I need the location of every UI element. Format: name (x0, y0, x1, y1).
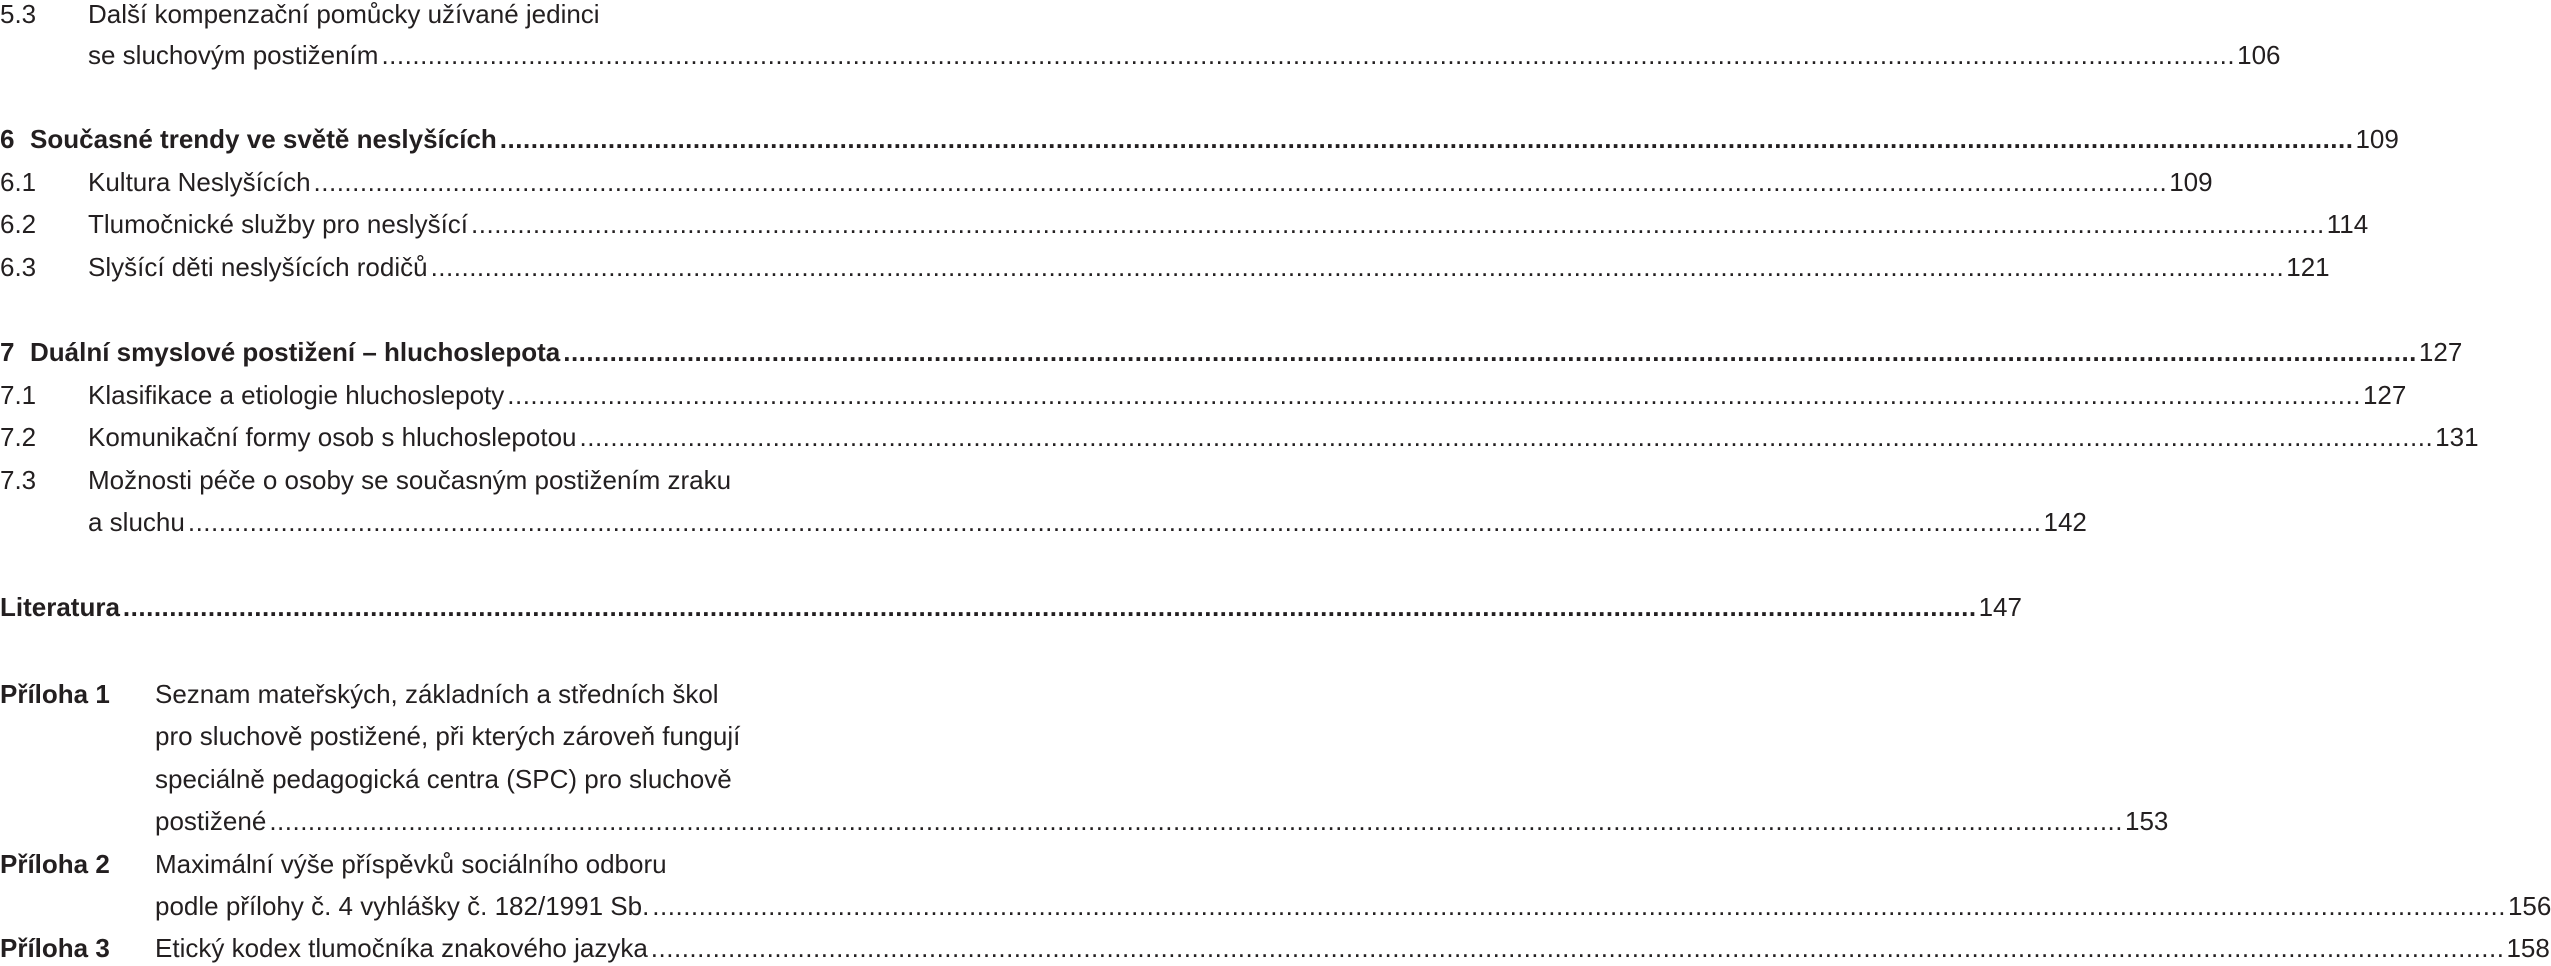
toc-entry-7-3 (0, 463, 958, 497)
toc-leader (188, 505, 2042, 539)
toc-title: Současné trendy ve světě neslyšících (30, 124, 497, 154)
toc-title: Slyšící děti neslyšících rodičů (88, 252, 428, 282)
toc-title: Možnosti péče o osoby se současným postižením zraku (88, 465, 732, 495)
toc-leader (269, 804, 2123, 838)
toc-entry-priloha-2 (0, 847, 958, 881)
toc-page: 127 (2362, 380, 2407, 410)
toc-leader (651, 931, 2505, 965)
toc-entry-7-3-cont (0, 505, 2087, 539)
toc-title: se sluchovým postižením (88, 40, 379, 70)
toc-leader (314, 165, 2168, 199)
toc-entry-priloha-2-line2 (0, 889, 2551, 923)
toc-number: 6 (0, 124, 15, 154)
toc-entry-5-3-cont (0, 38, 2281, 72)
toc-number: 7.2 (0, 422, 37, 452)
toc-leader (507, 378, 2361, 412)
toc-entry-priloha-3 (0, 931, 2550, 965)
toc-entry-6-2 (0, 207, 2369, 241)
toc-title: Maximální výše příspěvků sociálního odboru (155, 849, 667, 879)
toc-number: 7 (0, 337, 15, 367)
toc-number: 5.3 (0, 0, 37, 29)
toc-title: Literatura (0, 592, 120, 622)
toc-entry-6-3 (0, 250, 2330, 284)
toc-title: Seznam mateřských, základních a středních škol (155, 679, 719, 709)
toc-title: postižené (155, 806, 267, 836)
toc-page: 142 (2043, 507, 2087, 537)
toc-title: Klasifikace a etiologie hluchoslepoty (88, 380, 505, 410)
toc-entry-priloha-1 (0, 677, 958, 711)
toc-leader (580, 420, 2434, 454)
toc-title: Etický kodex tlumočníka znakového jazyka (155, 933, 648, 963)
toc-number: Příloha 3 (0, 933, 110, 963)
toc-page: 106 (2237, 40, 2281, 70)
toc-title: Duální smyslové postižení – hluchoslepota (30, 337, 561, 367)
toc-leader (431, 250, 2285, 284)
toc-page: 147 (1978, 592, 2022, 622)
toc-number: 7.1 (0, 380, 37, 410)
toc-title: pro sluchově postižené, při kterých zároveň fungují (155, 721, 741, 751)
toc-number: 7.3 (0, 465, 37, 495)
toc-number: Příloha 1 (0, 679, 110, 709)
toc-entry-priloha-1-line2 (0, 719, 1113, 753)
toc-number: 6.3 (0, 252, 37, 282)
toc-page: 127 (2418, 337, 2463, 367)
toc-page: 158 (2506, 933, 2550, 963)
toc-title: Tlumočnické služby pro neslyšící (88, 209, 469, 239)
toc-page: 156 (2507, 891, 2551, 921)
toc-page: 131 (2435, 422, 2479, 452)
toc-page: 121 (2286, 252, 2330, 282)
toc-leader (563, 335, 2417, 369)
toc-title: Komunikační formy osob s hluchoslepotou (88, 422, 577, 452)
toc-title: speciálně pedagogická centra (SPC) pro sluchově (155, 764, 732, 794)
toc-title: a sluchu (88, 507, 185, 537)
toc-title: Kultura Neslyšících (88, 167, 311, 197)
toc-number: 6.2 (0, 209, 37, 239)
toc-leader (381, 38, 2235, 72)
toc-leader (652, 889, 2506, 923)
toc-entry-6-1 (0, 165, 2213, 199)
toc-leader (471, 207, 2325, 241)
toc-number: Příloha 2 (0, 849, 110, 879)
toc-title: Další kompenzační pomůcky užívané jedinci (88, 0, 600, 29)
toc-title: podle přílohy č. 4 vyhlášky č. 182/1991 Sb. (155, 891, 650, 921)
toc-entry-5-3 (0, 0, 958, 31)
toc-entry-7-1 (0, 378, 2407, 412)
toc-page: 109 (2169, 167, 2213, 197)
toc-leader (123, 590, 1977, 624)
toc-entry-priloha-1-line4 (0, 804, 2169, 838)
toc-page: 114 (2326, 209, 2369, 239)
toc-leader (500, 122, 2354, 156)
toc-entry-7-2 (0, 420, 2479, 454)
toc-number: 6.1 (0, 167, 37, 197)
toc-entry-priloha-1-line3 (0, 762, 1113, 796)
toc-page: 109 (2355, 124, 2399, 154)
toc-entry-6 (0, 122, 2399, 156)
toc-entry-7 (0, 335, 2463, 369)
toc-entry-literatura (0, 590, 2022, 624)
toc-page: 153 (2124, 806, 2169, 836)
